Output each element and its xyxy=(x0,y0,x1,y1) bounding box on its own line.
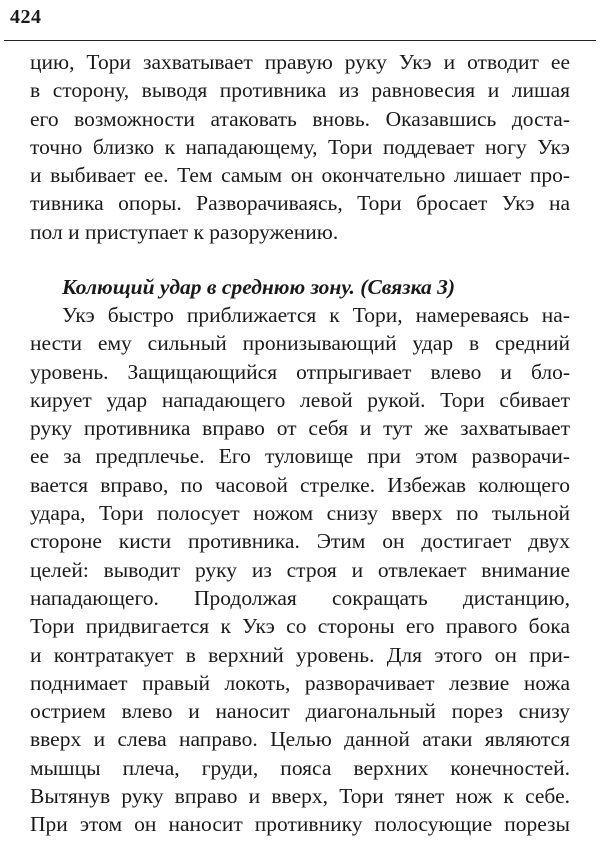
text-line: Тори придвигается к Укэ со стороны его правого бока xyxy=(30,614,570,639)
text-line: мышцы плеча, груди, пояса верхних конечностей. xyxy=(30,755,570,780)
text-line: целей: выводит руку из строя и отвлекает внимание xyxy=(30,557,570,582)
section-heading: Колющий удар в среднюю зону. (Связка 3) xyxy=(62,275,455,299)
text-line: уровень. Защищающийся отпрыгивает влево и бло- xyxy=(30,359,570,384)
text-line: и выбивает ее. Тем самым он окончательно лишает про- xyxy=(30,163,570,188)
page-number: 424 xyxy=(10,6,42,28)
text-line: и контратакует в верхний уровень. Для этого он при- xyxy=(30,642,570,667)
text-line: в сторону, выводя противника из равновесия и лишая xyxy=(30,78,570,103)
text-line: вается вправо, по часовой стрелке. Избежав колющего xyxy=(30,472,570,497)
text-line: его возможности атаковать вновь. Оказавшись доста- xyxy=(30,106,570,131)
text-line: поднимает правый локоть, разворачивает лезвие ножа xyxy=(30,670,570,695)
text-line: Вытянув руку вправо и вверх, Тори тянет нож к себе. xyxy=(30,784,570,809)
text-line: пол и приступает к разоружению. xyxy=(30,219,339,244)
text-line: нести ему сильный пронизывающий удар в средний xyxy=(30,331,570,356)
text-line: руку противника вправо от себя и тут же захватывает xyxy=(30,416,570,441)
header-rule xyxy=(4,40,596,41)
text-line: вверх и слева направо. Целью данной атаки являются xyxy=(30,727,570,752)
text-line: нападающего. Продолжая сокращать дистанцию, xyxy=(30,585,570,610)
text-line: стороне кисти противника. Этим он достигает двух xyxy=(30,529,570,554)
text-line: Укэ быстро приближается к Тори, намереваясь на- xyxy=(62,303,570,327)
text-line: ее за предплечье. Его туловище при этом разворачи- xyxy=(30,444,570,469)
text-line: тивника опоры. Разворачиваясь, Тори бросает Укэ на xyxy=(30,191,570,216)
paragraph-body xyxy=(30,301,570,839)
paragraph-continued xyxy=(30,48,570,246)
text-line: удара, Тори полосует ножом снизу вверх по тыльной xyxy=(30,501,570,526)
text-line: кирует удар нападающего левой рукой. Тори сбивает xyxy=(30,387,570,412)
text-line: точно близко к нападающему, Тори поддевает ногу Укэ xyxy=(30,134,570,159)
text-line: цию, Тори захватывает правую руку Укэ и отводит ее xyxy=(30,50,570,74)
text-line: При этом он наносит противнику полосующие порезы xyxy=(30,812,570,837)
text-line: острием влево и наносит диагональный порез снизу xyxy=(30,699,570,724)
